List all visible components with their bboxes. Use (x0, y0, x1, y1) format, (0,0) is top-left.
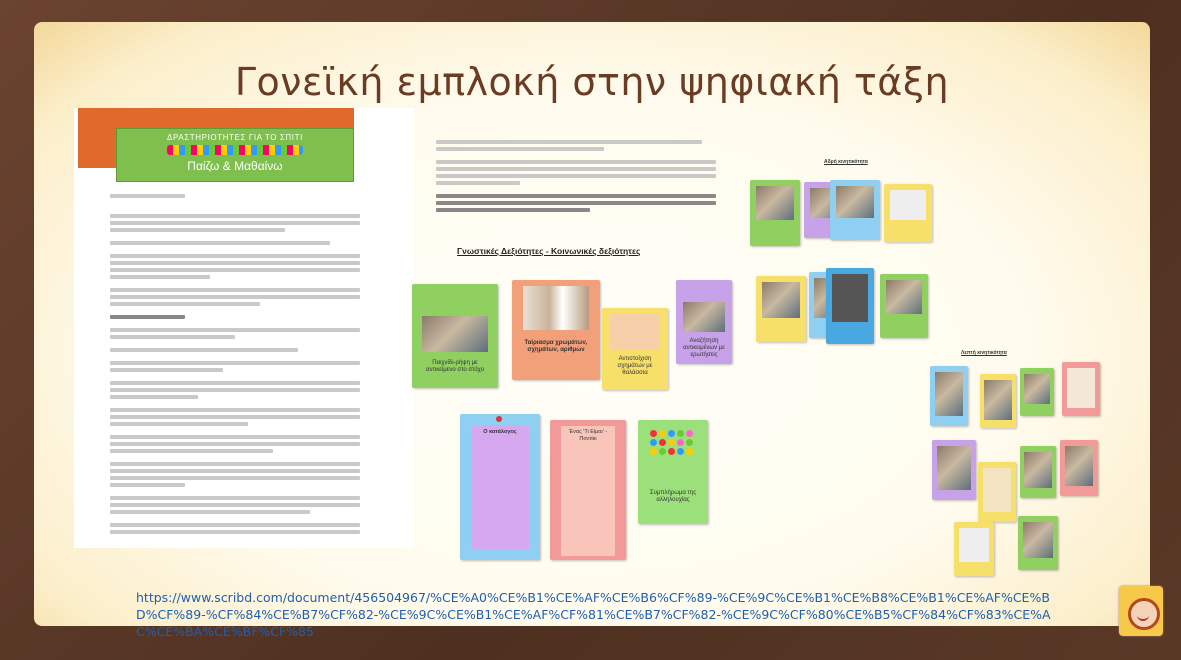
slide-title: Γονεϊκή εμπλοκή στην ψηφιακή τάξη (234, 60, 950, 104)
fine-motor-card (932, 440, 976, 500)
gross-motor-card (750, 180, 800, 246)
presentation-slide (34, 22, 1150, 639)
gross-motor-card (826, 268, 874, 344)
fine-motor-heading: Λεπτή κινητικότητα (961, 350, 1007, 356)
fine-motor-card (1020, 368, 1054, 416)
source-link[interactable]: https://www.scribd.com/document/456504967/%CE%A0%CE%B1%CE%AF%CE%B6%CF%89-%CE%9C%CE%B1%CE%B8%CE%B1%CE%AF%CE%BD%CF%89-%CF%84%CE%B7%CF%82-%CE%9C%CE%B1%CE%AF%CF%81%CE%B7%CF%82-%CE%9C%CF%80%CE%B5%CF%84%CF%83%CE%AC%CE%BA%CE%BF%CF%85 (136, 590, 1051, 639)
fine-motor-card (1020, 446, 1056, 498)
kids-illustration-icon (167, 145, 303, 155)
fine-motor-card (954, 522, 994, 576)
second-column-text (436, 140, 716, 215)
section-heading: Γνωστικές Δεξιότητες - Κοινωνικές δεξιότητες (457, 246, 641, 256)
fine-motor-card (1060, 440, 1098, 496)
activity-card: Αντιστοίχιση σχημάτων με θαλάσσια (602, 308, 668, 390)
header-line-2: Παίζω & Μαθαίνω (187, 159, 283, 173)
fine-motor-card (978, 462, 1016, 522)
activity-card: Παιχνίδι-ρήψη με αντικείμενο στο στόχο (412, 284, 498, 388)
activity-card: Ταίριασμα χρωμάτων, σχημάτων, αριθμών (512, 280, 600, 380)
header-card (116, 128, 354, 182)
document-page (74, 108, 414, 548)
activity-card: Ένας 'Τι Είμαι' - Ποντίκι (550, 420, 626, 560)
gross-motor-card (880, 274, 928, 338)
activity-card: Αναζήτηση αντικειμένων με ερωτήσεις (676, 280, 732, 364)
gross-motor-heading: Αδρή κινητικότητα (824, 159, 868, 165)
activity-card: Ο κατάλογος (460, 414, 540, 560)
fine-motor-card (980, 374, 1016, 428)
gross-motor-card (830, 180, 880, 240)
header-line-1: ΔΡΑΣΤΗΡΙΟΤΗΤΕΣ ΓΙΑ ΤΟ ΣΠΙΤΙ (167, 133, 303, 142)
body-text-block (110, 194, 360, 537)
gross-motor-card (884, 184, 932, 242)
fine-motor-card (1018, 516, 1058, 570)
fine-motor-card (930, 366, 968, 426)
fine-motor-card (1062, 362, 1100, 416)
activity-card: Συμπλήρωμα της αλληλουχίας (638, 420, 708, 524)
logo-icon (1119, 586, 1163, 636)
gross-motor-card (756, 276, 806, 342)
